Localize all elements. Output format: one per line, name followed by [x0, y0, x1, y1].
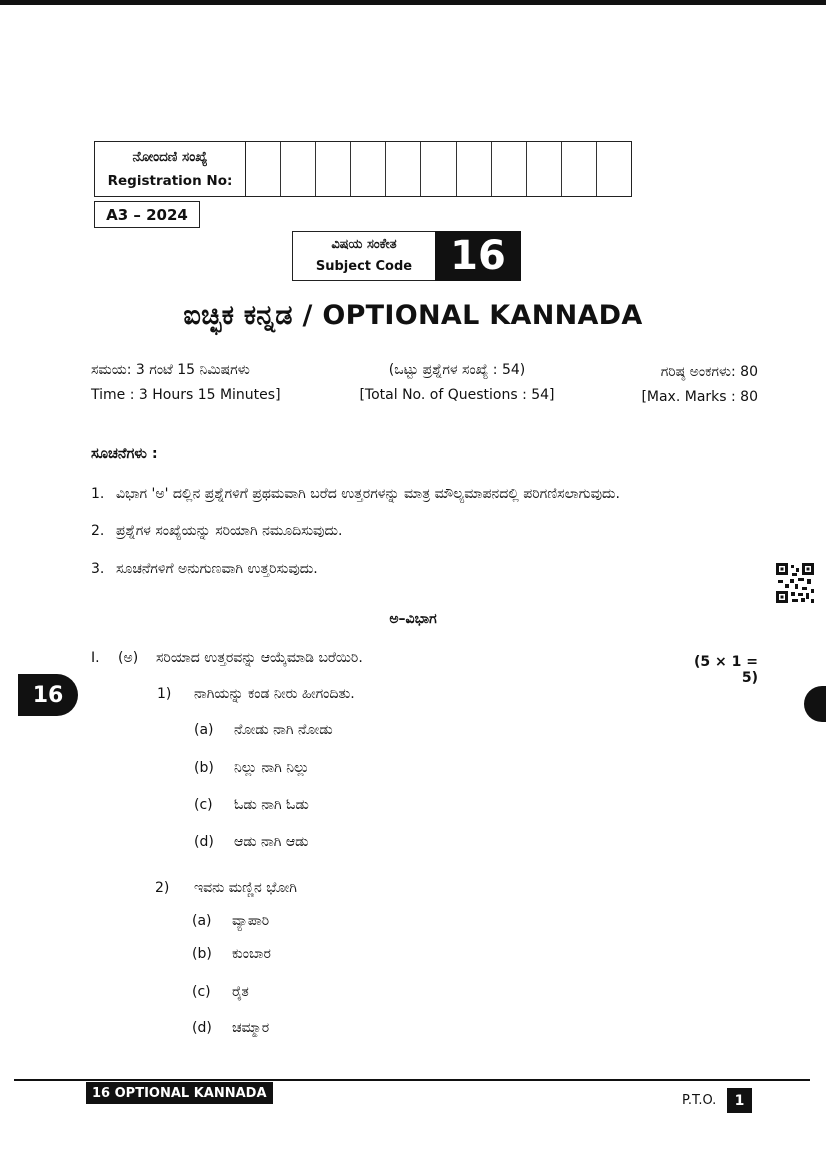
instruction-item: [91, 486, 620, 502]
subject-side-tab: 16: [18, 674, 78, 716]
instruction-text: ಪ್ರಶ್ನೆಗಳ ಸಂಖ್ಯೆಯನ್ನು ಸರಿಯಾಗಿ ನಮೂದಿಸುವುದು.: [116, 523, 343, 539]
option-label: (b): [192, 946, 212, 962]
registration-cell[interactable]: [316, 142, 351, 196]
page-title: ಐಚ್ಛಿಕ ಕನ್ನಡ / OPTIONAL KANNADA: [183, 300, 643, 331]
registration-box: [94, 141, 632, 197]
pto-text: P.T.O.: [682, 1093, 717, 1108]
section-title: ಅ–ವಿಭಾಗ: [389, 611, 437, 627]
registration-label: [95, 142, 246, 196]
footer-subject-label: 16 OPTIONAL KANNADA: [86, 1082, 273, 1104]
questions-en: [Total No. of Questions : 54]: [359, 387, 555, 403]
option-text: ರೈತ: [232, 984, 249, 1000]
subject-code-box: [292, 231, 521, 281]
registration-cell[interactable]: [492, 142, 527, 196]
time-kn: ಸಮಯ: 3 ಗಂಟೆ 15 ನಿಮಿಷಗಳು: [91, 362, 250, 378]
option-text: ಕುಂಬಾರ: [232, 946, 271, 962]
marks-info: [618, 360, 758, 410]
registration-cell[interactable]: [527, 142, 562, 196]
option-label: (b): [194, 760, 214, 776]
option-text: ಚಮ್ಮಾರ: [232, 1020, 270, 1036]
registration-cell[interactable]: [281, 142, 316, 196]
top-border: [0, 0, 826, 5]
instruction-number: 3.: [91, 561, 105, 577]
question-number: 1): [157, 686, 172, 702]
question-text: ಇವನು ಮಣ್ಣಿನ ಭೋಗಿ: [194, 880, 297, 896]
registration-cell[interactable]: [421, 142, 456, 196]
registration-cell[interactable]: [597, 142, 631, 196]
qr-code-icon: [776, 563, 814, 603]
question-text: ನಾಗಿಯನ್ನು ಕಂಡ ನೀರು ಹೀಗಂದಿತು.: [194, 686, 355, 702]
question-number: 2): [155, 880, 170, 896]
subject-code-number: 16: [435, 231, 521, 281]
option-text: ಓಡು ನಾಗಿ ಓಡು: [234, 797, 309, 813]
questions-kn: (ಒಟ್ಟು ಪ್ರಶ್ನೆಗಳ ಸಂಖ್ಯೆ : 54): [388, 362, 526, 378]
option-label: (c): [192, 984, 211, 1000]
option-text: ಆಡು ನಾಗಿ ಆಡು: [234, 834, 309, 850]
registration-cell[interactable]: [562, 142, 597, 196]
option-label: (d): [192, 1020, 212, 1036]
option-label: (c): [194, 797, 213, 813]
part-roman: I.: [91, 650, 100, 666]
page-number: 1: [727, 1088, 752, 1113]
instruction-text: ಸೂಚನೆಗಳಿಗೆ ಅನುಗುಣವಾಗಿ ಉತ್ತರಿಸುವುದು.: [116, 561, 318, 577]
page-edge-marker: [804, 686, 826, 722]
option-label: (d): [194, 834, 214, 850]
registration-cell[interactable]: [351, 142, 386, 196]
instruction-number: 2.: [91, 523, 105, 539]
part-marks: (5 × 1 = 5): [694, 654, 758, 686]
time-info: [91, 358, 281, 408]
time-en: Time : 3 Hours 15 Minutes]: [91, 387, 281, 403]
marks-kn: ಗರಿಷ್ಠ ಅಂಕಗಳು: 80: [660, 364, 758, 380]
registration-cell[interactable]: [386, 142, 421, 196]
registration-label-kn: ನೋಂದಣಿ ಸಂಖ್ಯೆ: [132, 149, 208, 165]
registration-cell[interactable]: [246, 142, 281, 196]
subject-label-kn: ವಿಷಯ ಸಂಕೇತ: [331, 237, 397, 252]
option-text: ನೋಡು ನಾಗಿ ನೋಡು: [234, 722, 333, 738]
questions-info: [352, 358, 562, 408]
part-instruction: ಸರಿಯಾದ ಉತ್ತರವನ್ನು ಆಯ್ಕೆಮಾಡಿ ಬರೆಯಿರಿ.: [156, 650, 363, 666]
registration-cell[interactable]: [457, 142, 492, 196]
subject-label-en: Subject Code: [315, 259, 413, 274]
subject-code-label: [292, 231, 435, 281]
instruction-item: [91, 523, 342, 539]
instructions-heading: ಸೂಚನೆಗಳು :: [91, 446, 158, 462]
registration-label-en: Registration No:: [107, 173, 233, 189]
option-label: (a): [192, 913, 212, 929]
part-letter: (ಅ): [118, 650, 139, 666]
marks-en: [Max. Marks : 80: [641, 389, 758, 405]
option-text: ವ್ಯಾಪಾರಿ: [232, 913, 270, 929]
instruction-item: [91, 561, 318, 577]
footer-rule: [14, 1079, 810, 1081]
instruction-text: ವಿಭಾಗ 'ಅ' ದಲ್ಲಿನ ಪ್ರಶ್ನೆಗಳಿಗೆ ಪ್ರಥಮವಾಗಿ ಬರೆದ ಉತ್ತರಗಳನ್ನು ಮಾತ್ರ ಮೌಲ್ಯಮಾಪನದಲ್ಲಿ ಪರಿಗಣಿಸಲಾಗುವುದು.: [116, 486, 620, 502]
instruction-number: 1.: [91, 486, 105, 502]
option-label: (a): [194, 722, 214, 738]
option-text: ನಿಲ್ಲು ನಾಗಿ ನಿಲ್ಲು: [234, 760, 310, 776]
paper-code: A3 – 2024: [94, 201, 200, 228]
